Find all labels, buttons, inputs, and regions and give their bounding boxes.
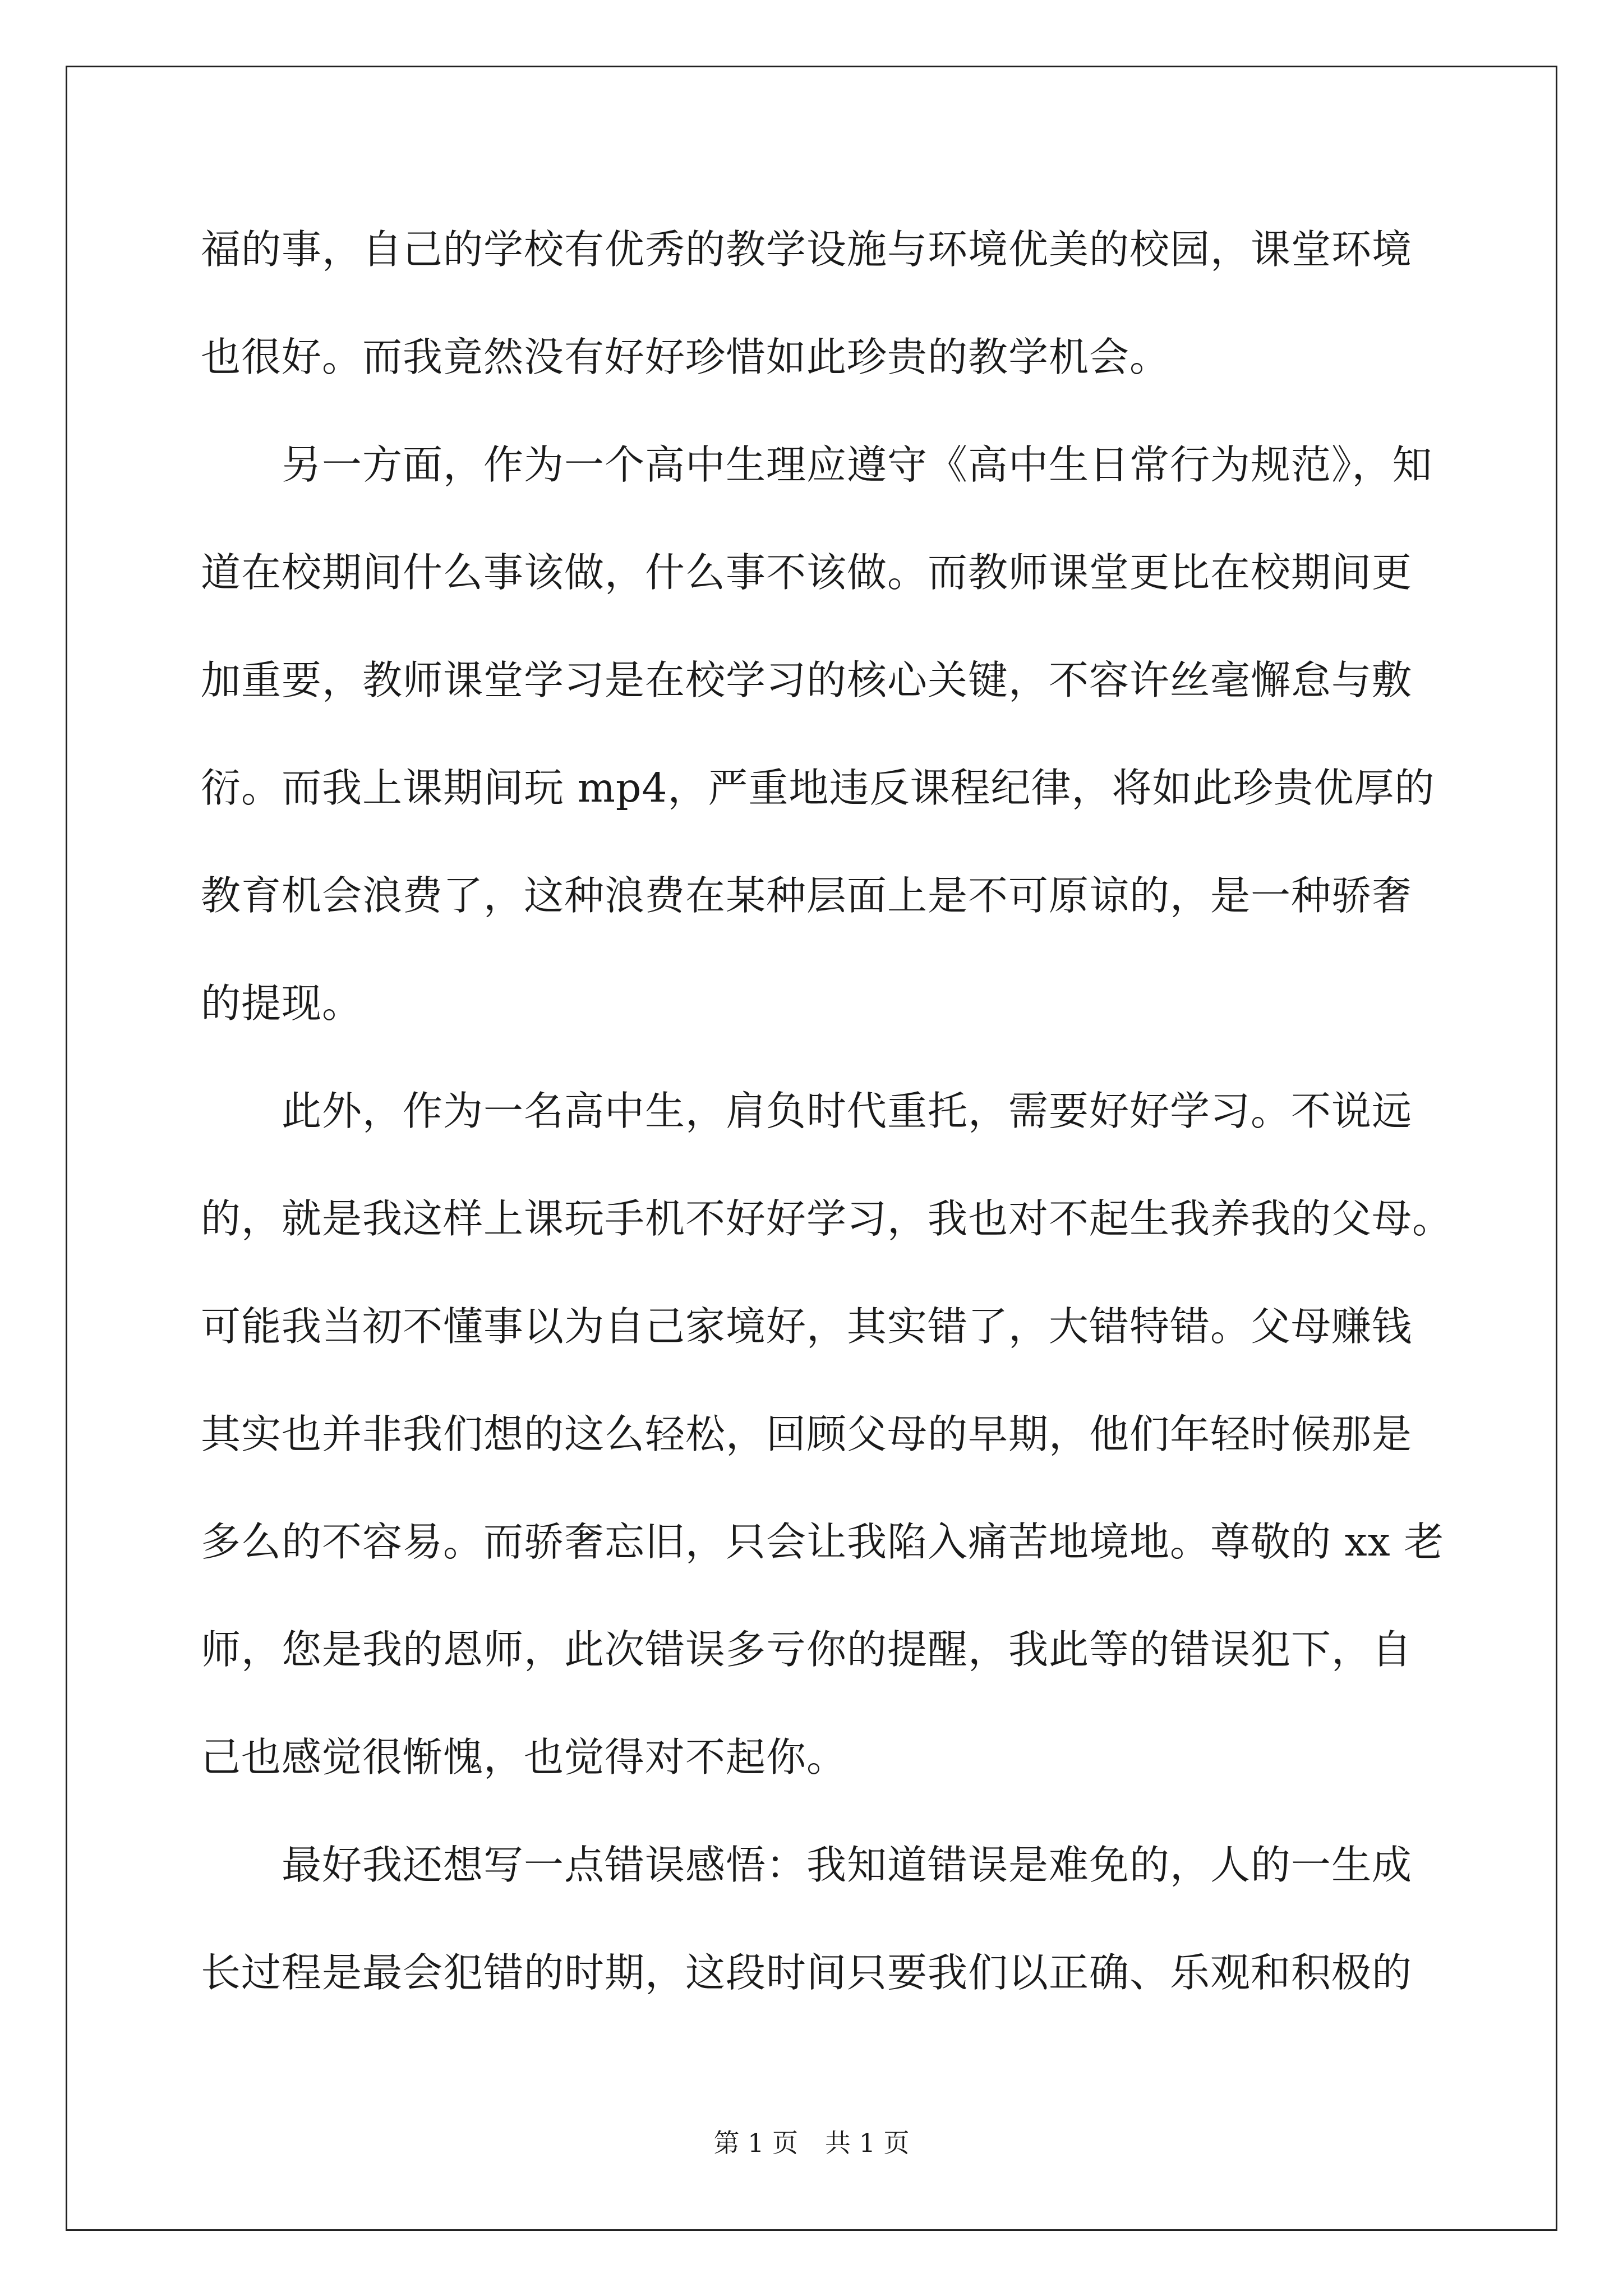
- text-line: 道在校期间什么事该做，什么事不该做。而教师课堂更比在校期间更: [201, 549, 1413, 596]
- text-line: 己也感觉很惭愧，也觉得对不起你。: [201, 1734, 847, 1780]
- text-line: 多么的不容易。而骄奢忘旧，只会让我陷入痛苦地境地。尊敬的 xx 老: [201, 1519, 1445, 1565]
- text-line: 可能我当初不懂事以为自己家境好，其实错了，大错特错。父母赚钱: [201, 1303, 1413, 1350]
- text-line: 的提现。: [201, 980, 363, 1027]
- page-total: 共 1 页: [825, 2128, 910, 2158]
- text-line: 福的事，自己的学校有优秀的教学设施与环境优美的校园，课堂环境: [201, 226, 1413, 273]
- text-line: 加重要，教师课堂学习是在校学习的核心关键，不容许丝毫懈怠与敷: [201, 657, 1413, 703]
- text-line: 师，您是我的恩师，此次错误多亏你的提醒，我此等的错误犯下，自: [201, 1626, 1413, 1673]
- page-footer: [0, 2126, 1623, 2160]
- text-line: 其实也并非我们想的这么轻松，回顾父母的早期，他们年轻时候那是: [201, 1411, 1413, 1457]
- text-line: 的，就是我这样上课玩手机不好好学习，我也对不起生我养我的父母。: [201, 1195, 1453, 1242]
- document-body: [201, 213, 1453, 2044]
- text-line: 长过程是最会犯错的时期，这段时间只要我们以正确、乐观和积极的: [201, 1949, 1413, 1996]
- text-line: 此外，作为一名高中生，肩负时代重托，需要好好学习。不说远: [201, 1088, 1413, 1134]
- text-line: 衍。而我上课期间玩 mp4，严重地违反课程纪律，将如此珍贵优厚的: [201, 765, 1435, 811]
- text-line: 另一方面，作为一个高中生理应遵守《高中生日常行为规范》，知: [201, 441, 1433, 488]
- text-line: 教育机会浪费了，这种浪费在某种层面上是不可原谅的，是一种骄奢: [201, 872, 1413, 919]
- text-line: 也很好。而我竟然没有好好珍惜如此珍贵的教学机会。: [201, 334, 1170, 380]
- text-line: 最好我还想写一点错误感悟：我知道错误是难免的，人的一生成: [201, 1842, 1413, 1888]
- page-number: 第 1 页: [713, 2128, 798, 2158]
